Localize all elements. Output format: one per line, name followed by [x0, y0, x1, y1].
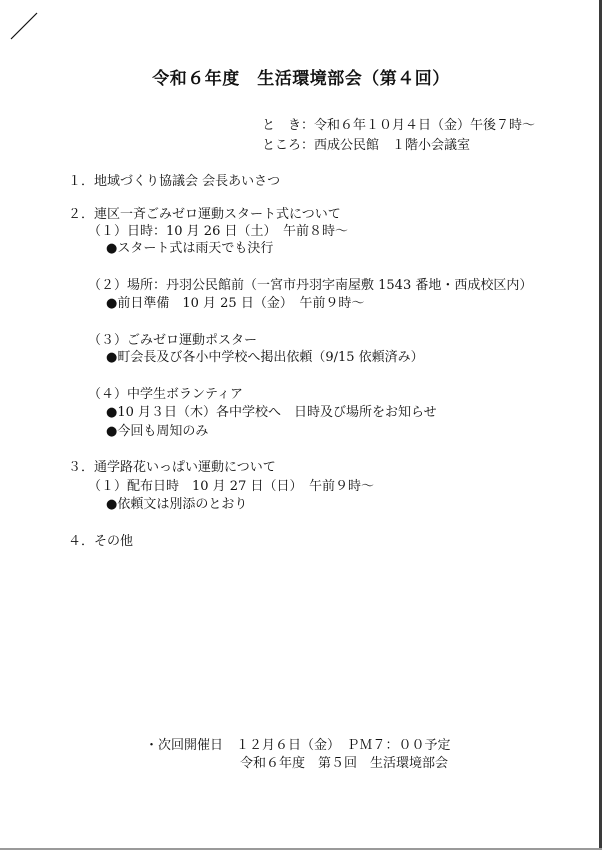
- agenda-note: ●10 月３日（木）各中学校へ 日時及び場所をお知らせ: [106, 405, 437, 420]
- agenda-item-3: ３．通学路花いっぱい運動について: [68, 460, 276, 475]
- agenda-item-2-sub-3: （３）ごみゼロ運動ポスター: [88, 333, 258, 348]
- meeting-place: ところ：西成公民館 １階小会議室: [262, 138, 471, 153]
- page-title: 令和６年度 生活環境部会（第４回）: [152, 69, 450, 89]
- pen-mark: [8, 10, 40, 42]
- agenda-item-3-sub-1: （１）配布日時 10 月 27 日（日） 午前９時～: [88, 479, 374, 494]
- agenda-item-2-sub-1: （１）日時：10 月 26 日（土） 午前８時～: [88, 224, 348, 239]
- next-meeting-name: 令和６年度 第５回 生活環境部会: [240, 756, 449, 771]
- agenda-note: ●スタート式は雨天でも決行: [106, 241, 274, 256]
- agenda-item-2-sub-4: （４）中学生ボランティア: [88, 387, 243, 402]
- agenda-note: ●前日準備 10 月 25 日（金） 午前９時～: [106, 296, 365, 311]
- agenda-item-1: １．地域づくり協議会 会長あいさつ: [68, 174, 281, 189]
- agenda-item-2: ２．連区一斉ごみゼロ運動スタート式について: [68, 207, 341, 222]
- meeting-time: と き：令和６年１０月４日（金）午後７時～: [262, 118, 536, 133]
- agenda-note: ●今回も周知のみ: [106, 424, 209, 439]
- agenda-note: ●依頼文は別添のとおり: [106, 497, 248, 512]
- next-meeting-date: ・次回開催日 １２月６日（金） ＰＭ７：００予定: [145, 738, 451, 753]
- agenda-item-2-sub-2: （２）場所：丹羽公民館前（一宮市丹羽字南屋敷 1543 番地・西成校区内）: [88, 278, 533, 293]
- agenda-note: ●町会長及び各小中学校へ掲出依頼（9/15 依頼済み）: [106, 350, 424, 365]
- agenda-item-4: ４．その他: [68, 534, 134, 549]
